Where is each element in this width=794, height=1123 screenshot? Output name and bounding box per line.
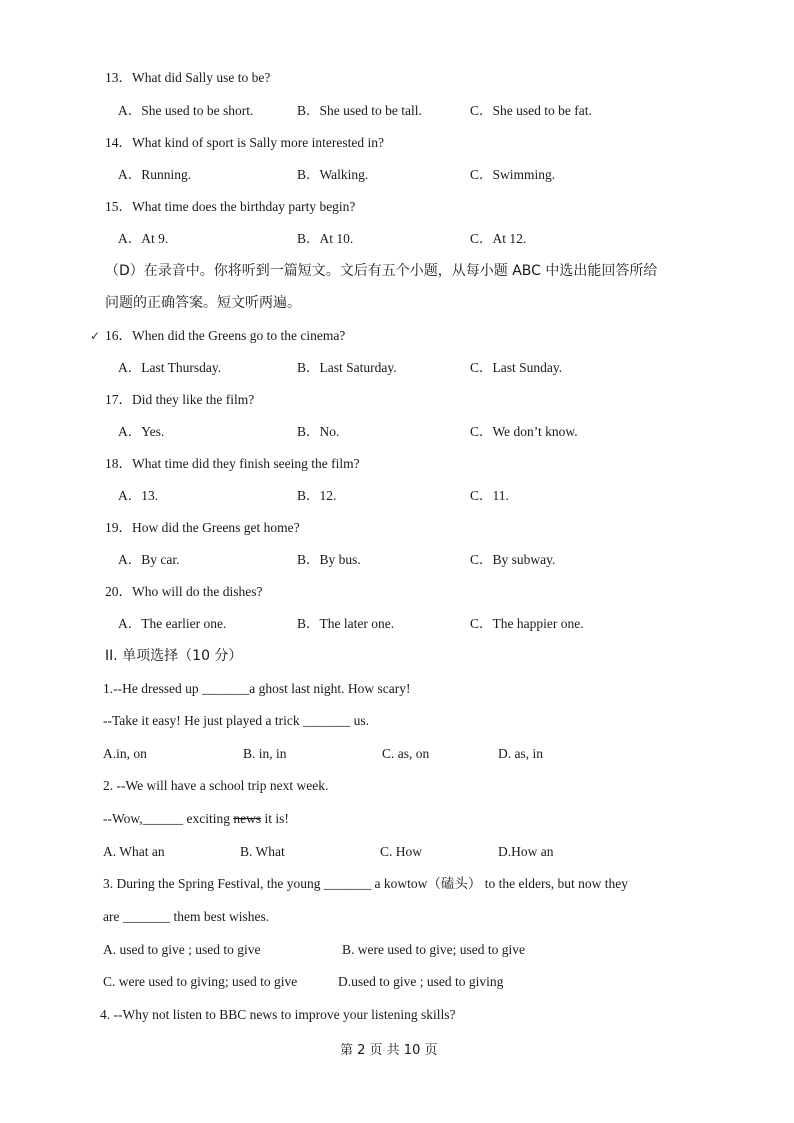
question-20-option-c: C．The happier one. xyxy=(470,616,584,631)
question-15-option-c: C．At 12. xyxy=(470,231,527,246)
question-15-stem: 15．What time does the birthday party begin? xyxy=(105,199,356,214)
mc-question-2-line-2-start: --Wow,______ exciting xyxy=(103,811,234,826)
question-17-option-c: C．We don’t know. xyxy=(470,424,578,439)
mc-question-2-option-d: D.How an xyxy=(498,844,554,859)
question-13-option-a: A．She used to be short. xyxy=(118,103,254,118)
question-20-stem: 20．Who will do the dishes? xyxy=(105,584,263,599)
mc-question-1-line-2: --Take it easy! He just played a trick _______ us. xyxy=(103,713,369,728)
section-d-instruction-line-2: 问题的正确答案。短文听两遍。 xyxy=(105,295,301,311)
question-14-option-c: C．Swimming. xyxy=(470,167,556,182)
question-13-option-c: C．She used to be fat. xyxy=(470,103,592,118)
mc-question-3-line-2: are _______ them best wishes. xyxy=(103,909,270,924)
mc-question-1-option-b: B. in, in xyxy=(243,746,287,761)
question-15-option-a: A．At 9. xyxy=(118,231,169,246)
question-19-option-c: C．By subway. xyxy=(470,552,556,567)
section-d-instruction-line-1: （D）在录音中。你将听到一篇短文。文后有五个小题，从每小题 ABC 中选出能回答所给 xyxy=(105,263,658,279)
question-19-option-b: B．By bus. xyxy=(297,552,361,567)
mc-question-2-option-a: A. What an xyxy=(103,844,165,859)
mc-question-3-line-1: 3. During the Spring Festival, the young _______ a kowtow（磕头） to the elders, but now they xyxy=(103,876,628,891)
question-19-option-a: A．By car. xyxy=(118,552,180,567)
question-20-option-a: A．The earlier one. xyxy=(118,616,227,631)
question-20-option-b: B．The later one. xyxy=(297,616,395,631)
question-18-option-c: C．11. xyxy=(470,488,509,503)
question-19-stem: 19．How did the Greens get home? xyxy=(105,520,300,535)
question-17-option-a: A．Yes. xyxy=(118,424,165,439)
question-18-option-a: A．13. xyxy=(118,488,159,503)
mc-question-2-line-1: 2. --We will have a school trip next week. xyxy=(103,778,329,793)
mc-question-3-option-a: A. used to give ; used to give xyxy=(103,942,261,957)
struck-word: news xyxy=(233,811,262,826)
section-2-heading: II. 单项选择（10 分） xyxy=(105,648,243,664)
mc-question-2-line-2 xyxy=(103,811,289,827)
question-15-option-b: B．At 10. xyxy=(297,231,354,246)
page-footer: 第 2 页 共 10 页 xyxy=(340,1043,438,1058)
mc-question-2-line-2-end: it is! xyxy=(261,811,289,826)
mc-question-3-option-b: B. were used to give; used to give xyxy=(342,942,525,957)
mc-question-1-option-d: D. as, in xyxy=(498,746,543,761)
question-14-option-b: B．Walking. xyxy=(297,167,369,182)
mc-question-1-line-1: 1.--He dressed up _______a ghost last night. How scary! xyxy=(103,681,411,696)
question-18-stem: 18．What time did they finish seeing the film? xyxy=(105,456,360,471)
question-16-option-c: C．Last Sunday. xyxy=(470,360,563,375)
question-16-option-a: A．Last Thursday. xyxy=(118,360,222,375)
question-13-stem: 13．What did Sally use to be? xyxy=(105,70,271,85)
question-17-stem: 17．Did they like the film? xyxy=(105,392,255,407)
mc-question-3-option-d: D.used to give ; used to giving xyxy=(338,974,504,989)
question-14-option-a: A．Running. xyxy=(118,167,192,182)
mc-question-4-line-1: 4. --Why not listen to BBC news to improve your listening skills? xyxy=(100,1007,456,1022)
question-16-stem: 16．When did the Greens go to the cinema? xyxy=(105,328,346,343)
check-mark-icon: ✓ xyxy=(90,329,101,343)
mc-question-1-option-a: A.in, on xyxy=(103,746,147,761)
question-13-option-b: B．She used to be tall. xyxy=(297,103,422,118)
question-18-option-b: B．12. xyxy=(297,488,337,503)
question-14-stem: 14．What kind of sport is Sally more interested in? xyxy=(105,135,384,150)
mc-question-3-option-c: C. were used to giving; used to give xyxy=(103,974,298,989)
question-17-option-b: B．No. xyxy=(297,424,340,439)
mc-question-2-option-b: B. What xyxy=(240,844,285,859)
mc-question-2-option-c: C. How xyxy=(380,844,423,859)
question-16-option-b: B．Last Saturday. xyxy=(297,360,397,375)
mc-question-1-option-c: C. as, on xyxy=(382,746,430,761)
